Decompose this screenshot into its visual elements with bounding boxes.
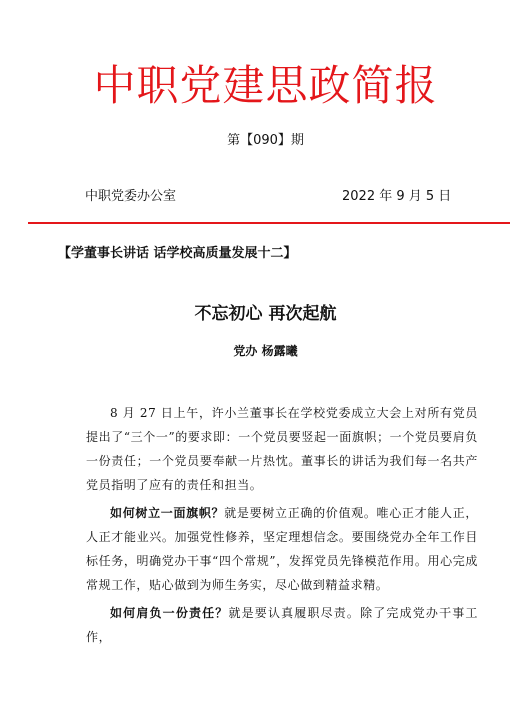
issuing-office: 中职党委办公室 — [85, 189, 177, 204]
paragraph-text: 就是要认真履职尽责。除了完成党办干事工作， — [86, 606, 478, 644]
paragraph-lead: 如何树立一面旗帜？ — [110, 506, 225, 520]
article-paragraph — [86, 501, 478, 597]
newsletter-masthead: 中职党建思政简报 — [93, 61, 438, 110]
article-byline: 党办 杨露曦 — [233, 344, 298, 358]
issue-date: 2022 年 9 月 5 日 — [342, 189, 452, 204]
red-divider-line — [28, 222, 510, 224]
section-tag: 【学董事长讲话 话学校高质量发展十二】 — [58, 246, 297, 261]
article-title: 不忘初心 再次起航 — [194, 304, 337, 324]
paragraph-text: 8 月 27 日上午，许小兰董事长在学校党委成立大会上对所有党员提出了“三个一”的要求即：一个党员要竖起一面旗帜；一个党员要肩负一份责任；一个党员要奉献一片热忱。董事长的讲话为我们每一名共产党员指明了应有的责任和担当。 — [86, 406, 478, 492]
article-body — [86, 401, 478, 653]
issue-number: 第【090】期 — [227, 133, 304, 148]
article-paragraph — [86, 601, 478, 649]
paragraph-lead: 如何肩负一份责任？ — [110, 606, 229, 620]
paragraph-text: 就是要树立正确的价值观。唯心正才能人正，人正才能业兴。加强党性修养，坚定理想信念。要围绕党办全年工作目标任务，明确党办干事“四个常规”，发挥党员先锋模范作用。用心完成常规工作，贴心做到为师生务实，尽心做到精益求精。 — [86, 506, 478, 592]
article-paragraph — [86, 401, 478, 497]
